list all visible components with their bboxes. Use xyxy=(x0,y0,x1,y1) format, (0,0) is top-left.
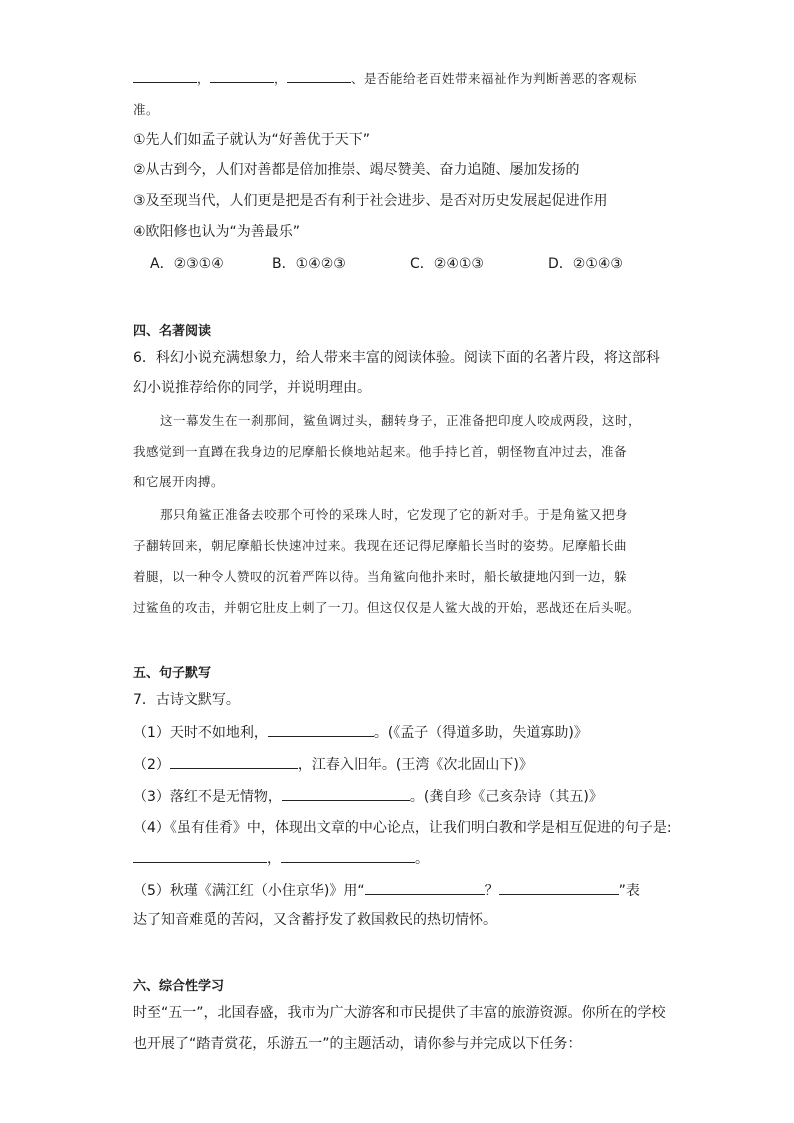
q7-item-5-line-2: 达了知音难觅的苦闷，又含蓄抒发了救国救民的热切情怀。 xyxy=(133,912,497,928)
q5-fill-line: ， ， 、是否能给老百姓带来福祉作为判断善恶的客观标 xyxy=(133,68,637,89)
excerpt-p1-line-1: 这一幕发生在一刹那间，鲨鱼调过头，翻转身子，正准备把印度人咬成两段，这时， xyxy=(160,413,642,428)
answer-blank[interactable] xyxy=(281,848,415,863)
q7-item-2: （2） ，江春入旧年。(王湾《次北固山下)》 xyxy=(133,754,533,775)
answer-blank[interactable] xyxy=(133,68,197,83)
option-a[interactable]: A．②③①④ xyxy=(150,256,224,272)
section-heading-5: 五、句子默写 xyxy=(133,666,212,681)
excerpt-p2-line-2: 子翻转回来，朝尼摩船长快速冲过来。我现在还记得尼摩船长当时的姿势。尼摩船长曲 xyxy=(133,538,628,553)
answer-blank[interactable] xyxy=(287,68,351,83)
excerpt-p1-line-2: 我感觉到一直蹲在我身边的尼摩船长倏地站起来。他手持匕首，朝怪物直冲过去，准备 xyxy=(133,444,628,459)
q6-prompt-line-2: 幻小说推荐给你的同学，并说明理由。 xyxy=(133,380,371,396)
q5-sentence-2: ②从古到今，人们对善都是倍加推崇、竭尽赞美、奋力追随、屡加发扬的 xyxy=(133,162,580,178)
option-b[interactable]: B．①④②③ xyxy=(272,256,346,272)
excerpt-p2-line-4: 过鲨鱼的攻击，并朝它肚皮上刺了一刀。但这仅仅是人鲨大战的开始，恶战还在后头呢。 xyxy=(133,600,641,615)
excerpt-p1-line-3: 和它展开肉搏。 xyxy=(133,474,225,489)
answer-blank[interactable] xyxy=(133,848,267,863)
q7-item-1: （1）天时不如地利， 。(《孟子（得道多助，失道寡助)》 xyxy=(133,722,588,743)
q7-prompt: 7．古诗文默写。 xyxy=(133,692,240,708)
answer-blank[interactable] xyxy=(268,722,374,737)
excerpt-p2-line-3: 着腿，以一种令人赞叹的沉着严阵以待。当角鲨向他扑来时，船长敏捷地闪到一边，躲 xyxy=(133,569,628,584)
q7-item-4-answer: ， 。 xyxy=(133,848,429,869)
sec6-line-1: 时至“五一”，北国春盛，我市为广大游客和市民提供了丰富的旅游资源。你所在的学校 xyxy=(133,1005,666,1021)
q7-item-4: （4）《虽有佳肴》中，体现出文章的中心论点，让我们明白教和学是相互促进的句子是: xyxy=(133,820,672,836)
answer-blank[interactable] xyxy=(170,754,298,769)
q5-fill-line-end: 准。 xyxy=(133,102,160,117)
q6-prompt-line-1: 6．科幻小说充满想象力，给人带来丰富的阅读体验。阅读下面的名著片段，将这部科 xyxy=(133,350,660,366)
q5-sentence-4: ④欧阳修也认为“为善最乐” xyxy=(133,224,301,240)
q5-sentence-1: ①先人们如孟子就认为“好善优于天下” xyxy=(133,132,371,148)
answer-blank[interactable] xyxy=(365,880,485,895)
section-heading-4: 四、名著阅读 xyxy=(133,324,212,339)
answer-blank[interactable] xyxy=(210,68,274,83)
section-heading-6: 六、综合性学习 xyxy=(133,979,225,994)
option-c[interactable]: C．②④①③ xyxy=(410,256,484,272)
excerpt-p2-line-1: 那只角鲨正准备去咬那个可怜的采珠人时，它发现了它的新对手。于是角鲨又把身 xyxy=(160,507,629,522)
q7-item-5: （5）秋瑾《满江红（小住京华)》用“ ？ ”表 xyxy=(133,880,640,901)
q7-item-3: （3）落红不是无情物， 。(龚自珍《己亥杂诗（其五)》 xyxy=(133,786,603,807)
answer-blank[interactable] xyxy=(499,880,619,895)
option-d[interactable]: D．②①④③ xyxy=(548,256,623,272)
q5-sentence-3: ③及至现当代，人们更是把是否有利于社会进步、是否对历史发展起促进作用 xyxy=(133,193,608,209)
answer-blank[interactable] xyxy=(282,786,410,801)
sec6-line-2: 也开展了“踏青赏花，乐游五一”的主题活动，请你参与并完成以下任务： xyxy=(133,1036,582,1052)
